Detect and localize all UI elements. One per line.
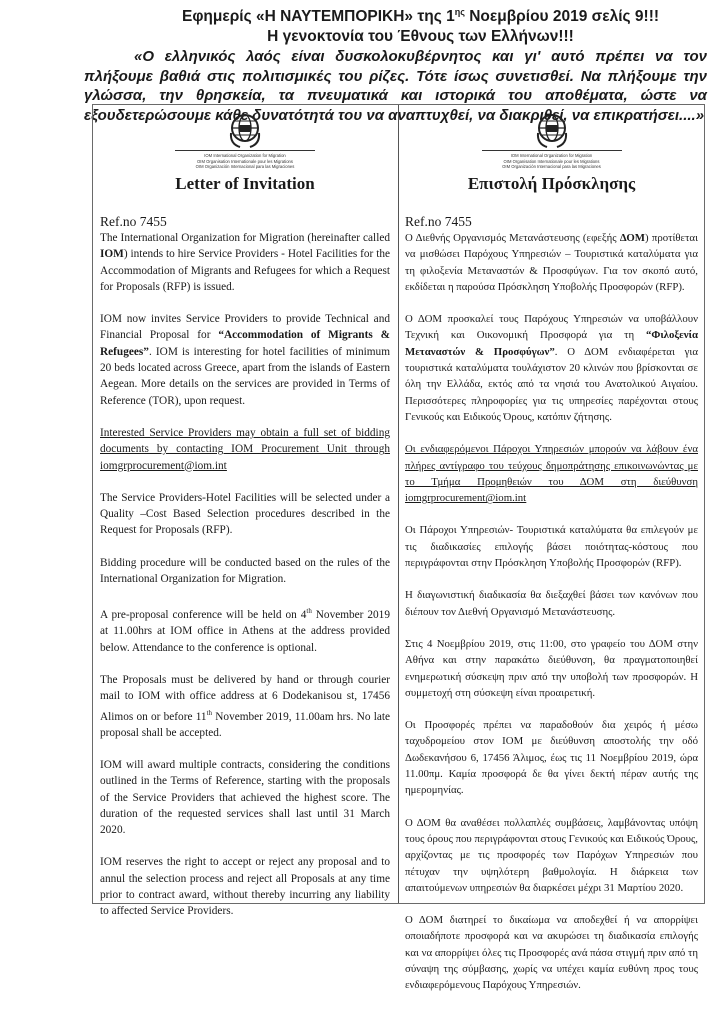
paragraph-delivery-gr: Οι Προσφορές πρέπει να παραδοθούν δια χειρός ή μέσω ταχυδρομείου στον ΙΟΜ με διεύθυνση αποστολής την οδό Δωδεκανήσου 6, 17456 Άλιμος, έως τις 11 Νοεμβρίου 2019, ώρα 11.00πμ. Καμία προσφορά δε θα γίνει δεκτή πέραν αυτής της ημερομηνίας. xyxy=(405,719,698,797)
letter-title-en: Letter of Invitation xyxy=(175,173,315,193)
paragraph-rights-en: IOM reserves the right to accept or reject any proposal and to annul the selection process and reject all Proposals at any time prior to contract award, without thereby incurring any liability to affected Service Providers. xyxy=(100,856,390,918)
paragraph-bidding-gr: Η διαγωνιστική διαδικασία θα διεξαχθεί βάσει των κανόνων που διέπουν τον Διεθνή Οργανισμό Μετανάστευσης. xyxy=(405,589,698,618)
text: Ο ΔΟΜ προσκαλεί τους Παρόχους Υπηρεσιών να υποβάλλουν Τεχνική και Οικονομική Προσφορά για τη xyxy=(405,313,698,342)
header-source-text-end: Νοεμβρίου 2019 σελίς 9!!! xyxy=(464,8,660,25)
english-column xyxy=(93,105,399,918)
iom-logo-block-gr xyxy=(405,105,698,203)
text: ) intends to hire Service Providers - Hotel Facilities for the Accommodation of Migrants and Refugees for which a Request for Proposals (RFP) is issued. xyxy=(100,248,390,293)
logo-line-en: IOM International Organization for Migration xyxy=(204,153,286,158)
text-bold: ΔΟΜ xyxy=(619,232,645,244)
logo-divider xyxy=(482,150,622,151)
paragraph-award-gr: Ο ΔΟΜ θα αναθέσει πολλαπλές συμβάσεις, λαμβάνοντας υπόψη τους όρους που περιγράφονται στους Γενικούς και Ειδικούς Όρους, αρχίζοντας με τις προσφορές των Παρόχων Υπηρεσιών που πέτυχαν την υψηλότερη βαθμολογία. Η διάρκεια των απαιτούμενων υπηρεσιών θα διαρκέσει μέχρι 31 Μαρτίου 2020. xyxy=(405,816,698,894)
iom-globe-logo-icon xyxy=(535,111,569,149)
text: The Proposals must be delivered by hand or through courier mail to IOM with office address at 6 Dodekanisou st, 17456 Alimos on or before 11 xyxy=(100,674,390,723)
iom-logo-block xyxy=(100,105,390,203)
text: . Ο ΔΟΜ ενδιαφέρεται για τουριστικά καταλύματα τουλάχιστον 20 κλινών που βρίσκονται σε όλη την Ελλάδα, εκτός από τα νησιά του Ανατολικού Αιγαίου. Περισσότερες πληροφορίες για τις υπηρεσίες παρέχονται στους Γενικούς και Ειδικούς Όρους, κατόπιν ζήτησης. xyxy=(405,345,698,423)
logo-line-es: OIM Organización Internacional para las Migraciones xyxy=(502,164,601,169)
text: Interested Service Providers may obtain a full set of bidding documents by contacting IOM Procurement Unit through xyxy=(100,426,390,456)
paragraph-conference-en xyxy=(100,603,390,656)
text: November 2019, 11.00am hrs. No late proposal shall be accepted. xyxy=(100,710,391,739)
text-bold: IOM xyxy=(100,248,124,261)
logo-line-es: OIM Organización Internacional para las Migraciones xyxy=(195,164,295,169)
header-source-text: Εφημερίς «Η ΝΑΥΤΕΜΠΟΡΙΚΗ» της 1 xyxy=(181,8,455,25)
header-source-sup: ης xyxy=(454,7,465,17)
ref-number-gr: Ref.no 7455 xyxy=(405,214,472,229)
text: . IOM is interesting for hotel facilities of minimum 20 beds located across Greece, apart from the islands of Eastern Aegean. More details on the services are provided in Terms of Reference (TOR), upon request. xyxy=(100,345,390,407)
text: IOM now invites Service Providers to provide Technical and Financial Proposal for xyxy=(100,313,390,342)
paragraph-delivery-en xyxy=(100,672,390,741)
paragraph-intro-en xyxy=(100,230,390,295)
paragraph-invite-gr xyxy=(405,311,698,425)
text: Οι ενδιαφερόμενοι Πάροχοι Υπηρεσιών μπορούν να λάβουν ένα πλήρες αντίγραφο του τεύχους δημοπράτησης επικοινωνώντας με το Τμήμα Προμηθειών του ΔΟΜ στη διεύθυνση xyxy=(405,443,698,488)
logo-divider xyxy=(175,150,315,151)
text: The International Organization for Migration (hereinafter called xyxy=(100,232,390,244)
procurement-email-link-en[interactable]: iomgrprocurement@iom.int xyxy=(100,459,227,472)
logo-line-fr: OIM Organisation Internationale pour les Migrations xyxy=(503,158,600,164)
letter-title-gr: Επιστολή Πρόσκλησης xyxy=(467,173,636,193)
paragraph-award-en: IOM will award multiple contracts, considering the conditions outlined in the Terms of Reference, starting with the proposals of the Service Providers that achieved the highest score. The duration of the requested services shall last until 31 March 2020. xyxy=(100,758,390,837)
greek-column xyxy=(399,105,704,992)
paragraph-selection-en: The Service Providers-Hotel Facilities will be selected under a Quality –Cost Based Selection procedures described in the Request for Proposals (RFP). xyxy=(100,491,390,537)
text: A pre-proposal conference will be held on 4 xyxy=(100,609,307,622)
text-bold: “Accommodation of Migrants & Refugees” xyxy=(100,329,390,358)
paragraph-contact-gr xyxy=(405,441,698,506)
text-sup: th xyxy=(306,607,312,616)
text-sup: th xyxy=(206,708,213,717)
text: ) προτίθεται να μισθώσει Παρόχους Υπηρεσιών – Τουριστικά καταλύματα για τη φιλοξενία Μεταναστών & Προσφύγων. Για τον σκοπό αυτό, εκδίδεται η παρούσα Πρόσκληση Υποβολής Προσφορών (RFP). xyxy=(405,232,698,293)
logo-line-en: IOM International Organization for Migration xyxy=(510,153,593,158)
paragraph-contact-en xyxy=(100,425,390,474)
paragraph-conference-gr: Στις 4 Νοεμβρίου 2019, στις 11:00, στο γραφείο του ΔΟΜ στην Αθήνα και στην παρακάτω διεύθυνση, θα πραγματοποιηθεί ενημερωτική σύσκεψη πριν από την υποβολή των προσφορών. Η συμμετοχή στη σύσκεψη είναι προαιρετική. xyxy=(405,637,698,699)
paragraph-intro-gr xyxy=(405,230,698,295)
paragraph-selection-gr: Οι Πάροχοι Υπηρεσιών- Τουριστικά καταλύματα θα επιλεγούν με τις διαδικασίες επιλογής βάσει ποιότητας-κόστους που περιγράφονται στην Πρόσκληση Υποβολής Προσφορών (RFP). xyxy=(405,524,698,570)
ref-number-en: Ref.no 7455 xyxy=(100,214,167,229)
header-quote: «Ο ελληνικός λαός είναι δυσκολοκυβέρνητος και γι' αυτό πρέπει να τον πλήξουμε βαθιά στις πολιτισμικές του ρίζες. Τότε ίσως συνετισθεί. Να πλήξουμε την γλώσσα, την θρησκεία, τα πνευματικά και ιστορικά του αποθέματα, ώστε να εξουδετερώσουμε κάθε δυνατότητά του να αναπτυχθεί, να διακριθεί, να επικρατήσει....» xyxy=(84,48,707,124)
bilingual-letter-frame xyxy=(92,104,705,992)
text: Ο Διεθνής Οργανισμός Μετανάστευσης (εφεξής xyxy=(405,232,620,244)
paragraph-rights-gr: Ο ΔΟΜ διατηρεί το δικαίωμα να αποδεχθεί ή να απορρίψει οποιαδήποτε προσφορά και να ακυρώσει τη διαδικασία επιλογής και να απορρίψει όλες τις Προσφορές ανά πάσα στιγμή πριν από τη σύναψη της σύμβασης, χωρίς να υπέχει καμία ευθύνη προς τους ενδιαφερόμενους Παρόχους Υπηρεσιών. xyxy=(405,914,698,992)
text: November 2019 at 11.00hrs at IOM office in Athens at the address provided below. Attendance to the conference is optional. xyxy=(100,609,390,654)
header-source-line xyxy=(0,2,721,27)
logo-line-fr: OIM Organisation Internationale pour les Migrations xyxy=(197,158,293,164)
procurement-email-link-gr[interactable]: iomgrprocurement@iom.int xyxy=(405,492,527,505)
text-bold: “Φιλοξενία Μεταναστών & Προσφύγων” xyxy=(405,329,698,358)
iom-globe-logo-icon xyxy=(228,111,262,149)
paragraph-bidding-en: Bidding procedure will be conducted based on the rules of the International Organization for Migration. xyxy=(100,556,390,586)
header-headline: Η γενοκτονία του Έθνους των Ελλήνων!!! xyxy=(267,28,574,45)
paragraph-invite-en xyxy=(100,311,390,409)
